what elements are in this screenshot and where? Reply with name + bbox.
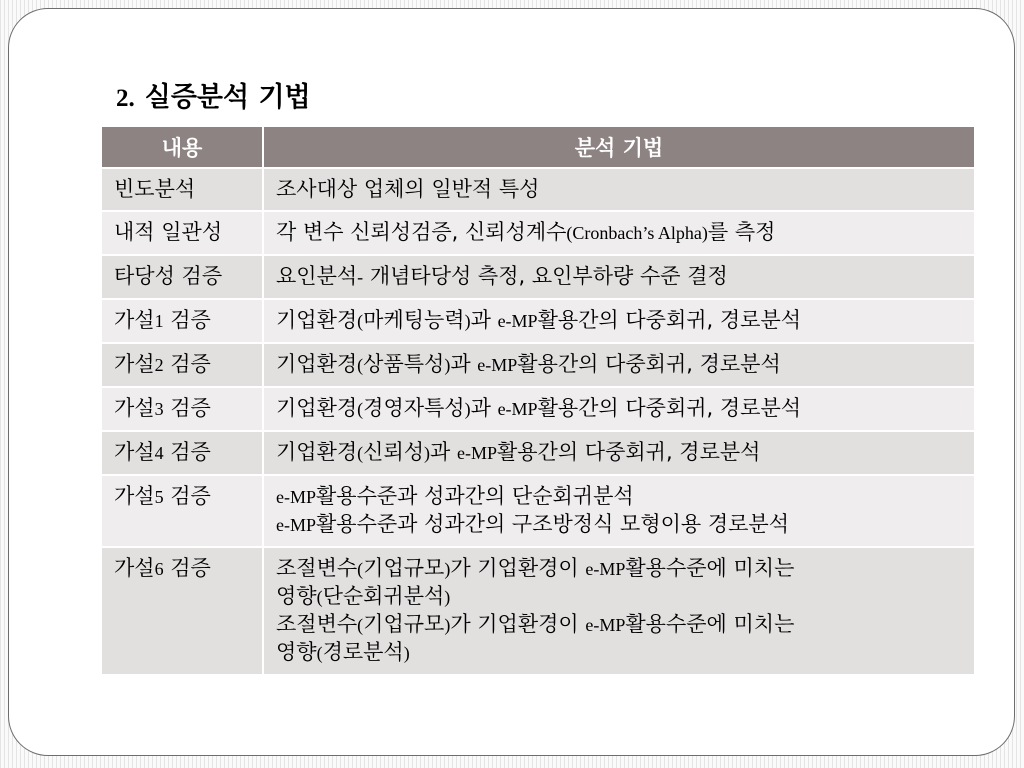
text-segment: 가설	[114, 556, 155, 580]
text-segment: )	[444, 355, 451, 375]
method-line	[276, 307, 964, 335]
row-label	[114, 555, 252, 583]
header-analysis-method: 분석 기법	[264, 127, 974, 169]
section-number: 2.	[116, 85, 135, 112]
row-label	[114, 307, 252, 335]
text-segment: 검증	[163, 308, 211, 332]
method-line	[276, 639, 964, 667]
row-method-cell	[264, 476, 974, 548]
text-segment: e-MP	[477, 355, 518, 375]
text-segment: 검증	[163, 556, 211, 580]
row-label	[114, 263, 252, 290]
text-segment: 활용간의 다중회귀, 경로분석	[537, 396, 802, 420]
text-segment: 활용간의 다중회귀, 경로분석	[496, 440, 761, 464]
text-segment: (	[357, 443, 364, 463]
page-title	[116, 75, 311, 114]
text-segment: 활용수준에 미치는	[625, 612, 795, 636]
text-segment: 신뢰성	[363, 440, 425, 464]
row-label	[114, 439, 252, 467]
text-segment: 기업환경	[276, 440, 358, 464]
text-segment: 조사대상 업체의 일반적 특성	[276, 177, 540, 201]
text-segment: (Cronbach’s Alpha)	[566, 223, 708, 243]
row-label-cell	[102, 212, 264, 256]
row-method-cell	[264, 212, 974, 256]
text-segment: (	[357, 559, 364, 579]
row-label	[114, 395, 252, 423]
text-segment: (	[357, 311, 364, 331]
row-label-cell	[102, 169, 264, 212]
text-segment: e-MP	[276, 515, 316, 535]
text-segment: 마케팅능력	[363, 308, 465, 332]
text-segment: 검증	[163, 484, 211, 508]
text-segment: )	[464, 311, 471, 331]
method-line	[276, 219, 964, 247]
text-segment: 2	[154, 355, 164, 375]
table-row	[102, 548, 974, 676]
text-segment: 1	[154, 311, 164, 331]
row-label	[114, 483, 252, 511]
text-segment: 가설	[114, 440, 155, 464]
table-row	[102, 256, 974, 300]
table-row	[102, 300, 974, 344]
text-segment: 가설	[114, 484, 155, 508]
text-segment: 6	[154, 559, 164, 579]
text-segment: )	[444, 559, 451, 579]
text-segment: )	[444, 587, 451, 607]
row-label-cell	[102, 344, 264, 388]
text-segment: e-MP	[497, 399, 538, 419]
text-segment: 각 변수 신뢰성검증, 신뢰성계수	[276, 220, 567, 244]
text-segment: 내적 일관성	[114, 220, 223, 244]
text-segment: 검증	[163, 396, 211, 420]
text-segment: 3	[154, 399, 164, 419]
text-segment: 빈도분석	[114, 177, 196, 201]
row-label	[114, 351, 252, 379]
row-method-cell	[264, 388, 974, 432]
row-method-cell	[264, 300, 974, 344]
table-row	[102, 432, 974, 476]
text-segment: 가 기업환경이	[450, 556, 586, 580]
method-line	[276, 511, 964, 539]
analysis-methods-table	[102, 127, 974, 676]
row-label	[114, 219, 252, 246]
text-segment: e-MP	[456, 443, 497, 463]
text-segment: e-MP	[585, 615, 626, 635]
text-segment: 5	[154, 487, 164, 507]
table-row	[102, 169, 974, 212]
text-segment: 과	[470, 308, 498, 332]
method-line	[276, 583, 964, 611]
table-row	[102, 344, 974, 388]
text-segment: (	[316, 587, 323, 607]
method-line	[276, 351, 964, 379]
text-segment: (	[316, 643, 323, 663]
row-label	[114, 176, 252, 203]
row-label-cell	[102, 256, 264, 300]
text-segment: 활용수준과 성과간의 구조방정식 모형이용 경로분석	[316, 512, 789, 536]
text-segment: e-MP	[276, 487, 316, 507]
text-segment: 과	[430, 440, 457, 464]
text-segment: (	[357, 399, 364, 419]
method-line	[276, 483, 964, 511]
text-segment: )	[464, 399, 471, 419]
text-segment: 활용간의 다중회귀, 경로분석	[537, 308, 802, 332]
text-segment: 조절변수	[276, 556, 358, 580]
text-segment: 기업규모	[363, 612, 445, 636]
text-segment: 가 기업환경이	[450, 612, 586, 636]
text-segment: )	[444, 615, 451, 635]
table-row	[102, 212, 974, 256]
text-segment: (	[357, 355, 364, 375]
text-segment: )	[424, 443, 431, 463]
text-segment: 경영자특성	[363, 396, 465, 420]
text-segment: 조절변수	[276, 612, 358, 636]
method-line	[276, 176, 964, 203]
section-title: 실증분석 기법	[144, 82, 311, 113]
text-segment: 상품특성	[363, 352, 445, 376]
row-label-cell	[102, 388, 264, 432]
row-method-cell	[264, 169, 974, 212]
row-method-cell	[264, 548, 974, 676]
text-segment: (	[357, 615, 364, 635]
text-segment: 가설	[114, 308, 155, 332]
text-segment: 과	[470, 396, 498, 420]
text-segment: 기업환경	[276, 308, 358, 332]
text-segment: 기업규모	[363, 556, 445, 580]
row-method-cell	[264, 256, 974, 300]
method-line	[276, 555, 964, 583]
text-segment: -	[357, 267, 364, 287]
text-segment: 과	[450, 352, 478, 376]
header-content: 내용	[102, 127, 264, 169]
text-segment: 가설	[114, 396, 155, 420]
text-segment: 요인분석	[276, 264, 358, 288]
text-segment: 를 측정	[707, 220, 776, 244]
text-segment: e-MP	[497, 311, 538, 331]
table-row	[102, 388, 974, 432]
text-segment: 경로분석	[322, 640, 404, 664]
table-row	[102, 476, 974, 548]
row-label-cell	[102, 476, 264, 548]
text-segment: 타당성 검증	[114, 264, 223, 288]
text-segment: 활용수준과 성과간의 단순회귀분석	[316, 484, 634, 508]
text-segment: 기업환경	[276, 352, 358, 376]
text-segment: 영향	[276, 584, 317, 608]
text-segment: 4	[154, 443, 164, 463]
row-label-cell	[102, 548, 264, 676]
method-line	[276, 395, 964, 423]
text-segment: 활용간의 다중회귀, 경로분석	[517, 352, 781, 376]
row-label-cell	[102, 432, 264, 476]
text-segment: 기업환경	[276, 396, 358, 420]
method-line	[276, 611, 964, 639]
text-segment: e-MP	[585, 559, 626, 579]
text-segment: 활용수준에 미치는	[625, 556, 795, 580]
text-segment: 검증	[163, 440, 211, 464]
text-segment: 검증	[163, 352, 211, 376]
row-method-cell	[264, 344, 974, 388]
text-segment: 영향	[276, 640, 317, 664]
text-segment: )	[403, 643, 410, 663]
row-label-cell	[102, 300, 264, 344]
method-line	[276, 439, 964, 467]
text-segment: 개념타당성 측정, 요인부하량 수준 결정	[363, 264, 728, 288]
table-header-row	[102, 127, 974, 169]
row-method-cell	[264, 432, 974, 476]
text-segment: 가설	[114, 352, 155, 376]
text-segment: 단순회귀분석	[322, 584, 445, 608]
method-line	[276, 263, 964, 291]
